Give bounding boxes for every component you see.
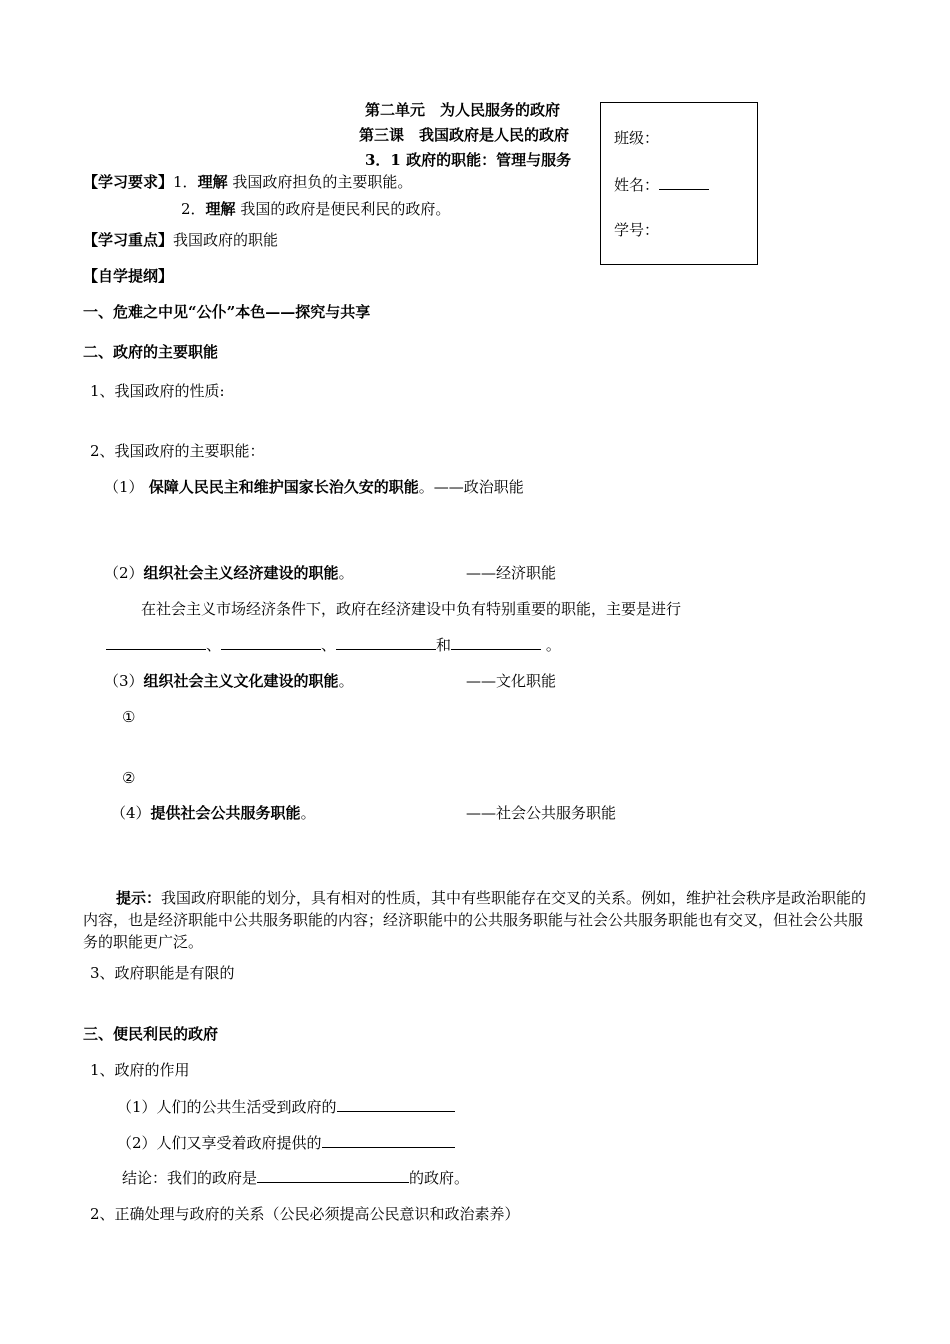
conclusion-blank[interactable] [257,1168,409,1183]
tip-text: 我国政府职能的划分，具有相对的性质，其中有些职能存在交叉的关系。例如，维护社会秩序是政治职能的内容，也是经济职能中公共服务职能的内容；经济职能中的公共服务职能与社会公共服务职能也有交叉，但社会公共服务的职能更广泛。 [83,889,867,951]
role-blank-2[interactable] [322,1133,455,1148]
name-label: 姓名： [614,176,660,194]
outline-label: 【自学提纲】 [83,267,174,285]
requirements-label: 【学习要求】 [83,173,174,191]
economic-function-type: ——经济职能 [466,564,557,582]
economic-text: 在社会主义市场经济条件下，政府在经济建设中负有特别重要的职能，主要是进行 [141,600,682,618]
tip-paragraph [83,887,873,953]
requirement-1: 【学习要求】1．理解 我国政府担负的主要职能。 [83,173,413,191]
section-2-heading: 二、政府的主要职能 [83,343,219,361]
gov-nature-item: 1、我国政府的性质: [90,382,225,400]
gov-relationship-item: 2、正确处理与政府的关系（公民必须提高公民意识和政治素养） [90,1205,520,1223]
economic-blanks-row: 、 、 和 。 [106,635,561,655]
tip-label: 提示： [116,889,162,907]
public-service-function-type: ——社会公共服务职能 [466,804,617,822]
conclusion-row: 结论：我们的政府是 的政府。 [122,1169,470,1187]
section-title: 3．1 政府的职能：管理与服务 [365,151,572,169]
econ-blank-3[interactable] [336,635,436,650]
name-blank[interactable] [659,175,709,190]
name-row [614,175,709,195]
section-3-heading: 三、便民利民的政府 [83,1025,219,1043]
circle-item-1: ① [122,708,136,726]
cultural-function: （3）组织社会主义文化建设的职能。 [104,672,354,690]
econ-blank-2[interactable] [221,635,321,650]
econ-blank-4[interactable] [451,635,541,650]
lesson-title: 第三课 我国政府是人民的政府 [359,126,570,144]
unit-title: 第二单元 为人民服务的政府 [365,101,561,119]
gov-functions-item: 2、我国政府的主要职能： [90,442,265,460]
section-1-heading: 一、危难之中见“公仆”本色——探究与共享 [83,303,371,321]
cultural-function-type: ——文化职能 [466,672,557,690]
political-function: （1） 保障人民民主和维护国家长治久安的职能。——政治职能 [104,478,524,496]
requirement-2: 2．理解 我国的政府是便民利民的政府。 [181,200,451,218]
gov-role-item: 1、政府的作用 [90,1061,190,1079]
circle-item-2: ② [122,769,136,787]
role-row-1: （1）人们的公共生活受到政府的 [117,1097,455,1117]
econ-blank-1[interactable] [106,635,206,650]
role-row-2: （2）人们又享受着政府提供的 [117,1133,455,1153]
learning-focus: 【学习重点】我国政府的职能 [83,231,279,249]
limited-functions-item: 3、政府职能是有限的 [90,964,235,982]
role-blank-1[interactable] [337,1097,455,1112]
economic-function: （2）组织社会主义经济建设的职能。 [104,564,354,582]
public-service-function: （4）提供社会公共服务职能。 [111,804,316,822]
student-info-box [600,102,758,265]
id-label: 学号： [614,221,660,239]
class-label: 班级： [614,129,660,147]
